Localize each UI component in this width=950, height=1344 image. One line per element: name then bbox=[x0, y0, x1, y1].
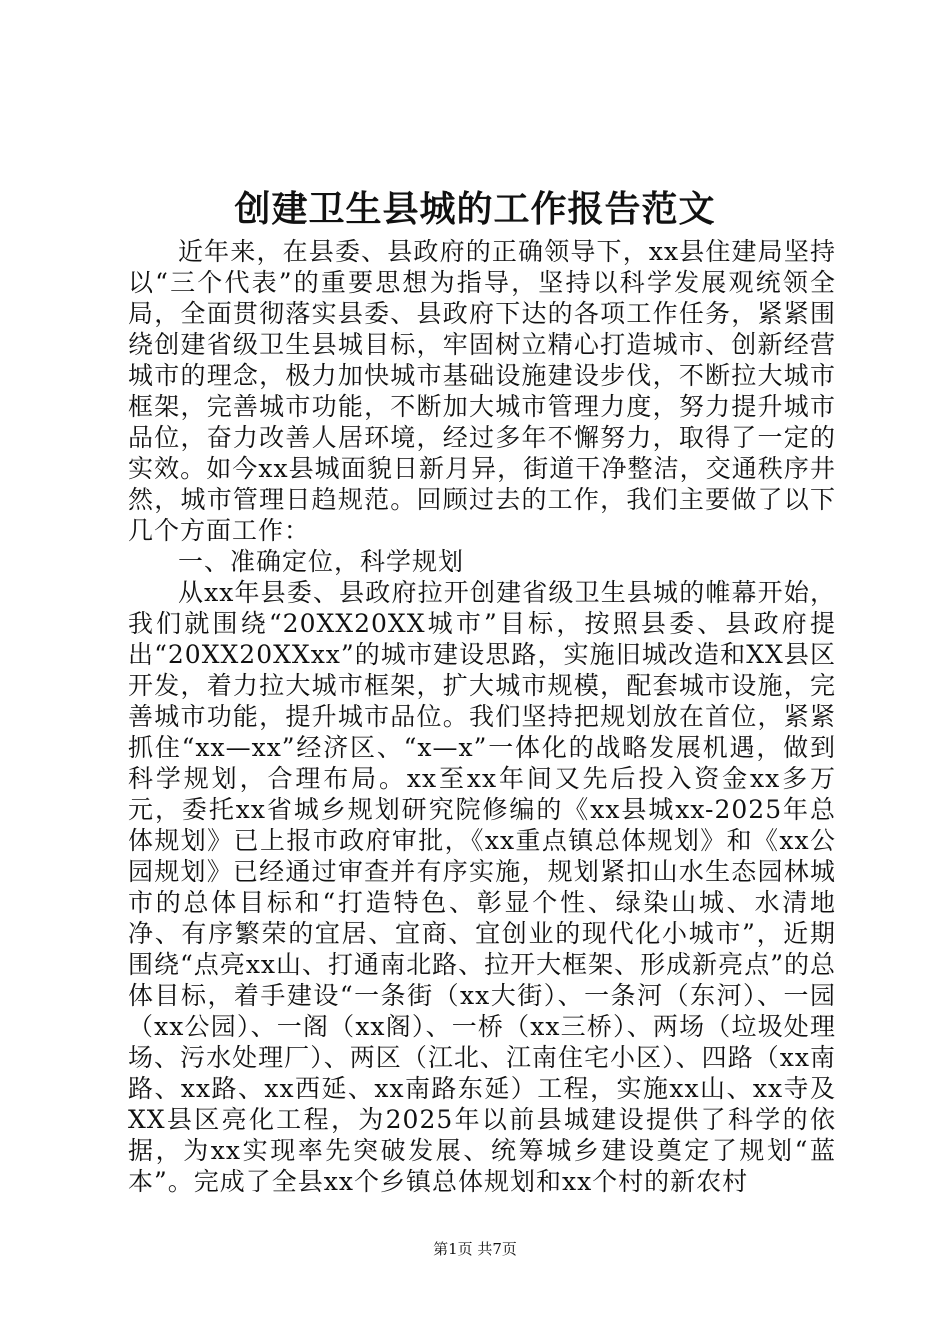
paragraph-intro: 近年来，在县委、县政府的正确领导下，xx县住建局坚持以“三个代表”的重要思想为指导，坚持以科学发展观统领全局，全面贯彻落实县委、县政府下达的各项工作任务，紧紧围绕创建省级卫生县城目标，牢固树立精心打造城市、创新经营城市的理念，极力加快城市基础设施建设步伐，不断拉大城市框架，完善城市功能，不断加大城市管理力度，努力提升城市品位，奋力改善人居环境，经过多年不懈努力，取得了一定的实效。如今xx县城面貌日新月异，街道干净整洁，交通秩序井然，城市管理日趋规范。回顾过去的工作，我们主要做了以下几个方面工作： bbox=[128, 237, 836, 545]
paragraph-planning: 从xx年县委、县政府拉开创建省级卫生县城的帷幕开始，我们就围绕“20XX20XX城市”目标，按照县委、县政府提出“20XX20XXxx”的城市建设思路，实施旧城改造和XX县区开发，着力拉大城市框架，扩大城市规模，配套城市设施，完善城市功能，提升城市品位。我们坚持把规划放在首位，紧紧抓住“xx—xx”经济区、“x—x”一体化的战略发展机遇，做到科学规划，合理布局。xx至xx年间又先后投入资金xx多万元，委托xx省城乡规划研究院修编的《xx县城xx-2025年总体规划》已上报市政府审批，《xx重点镇总体规划》和《xx公园规划》已经通过审查并有序实施，规划紧扣山水生态园林城市的总体目标和“打造特色、彰显个性、绿染山城、水清地净、有序繁荣的宜居、宜商、宜创业的现代化小城市”，近期围绕“点亮xx山、打通南北路、拉开大框架、形成新亮点”的总体目标，着手建设“一条街（xx大街）、一条河（东河）、一园（xx公园）、一阁（xx阁）、一桥（xx三桥）、两场（垃圾处理场、污水处理厂）、两区（江北、江南住宅小区）、四路（xx南路、xx路、xx西延、xx南路东延）工程，实施xx山、xx寺及XX县区亮化工程，为2025年以前县城建设提供了科学的依据，为xx实现率先突破发展、统筹城乡建设奠定了规划“蓝本”。完成了全县xx个乡镇总体规划和xx个村的新农村 bbox=[128, 578, 836, 1196]
document-title: 创建卫生县城的工作报告范文 bbox=[234, 188, 716, 230]
section-heading: 一、准确定位，科学规划 bbox=[178, 547, 465, 576]
page-footer: 第1页 共7页 bbox=[433, 1240, 517, 1258]
document-body bbox=[128, 236, 836, 1197]
